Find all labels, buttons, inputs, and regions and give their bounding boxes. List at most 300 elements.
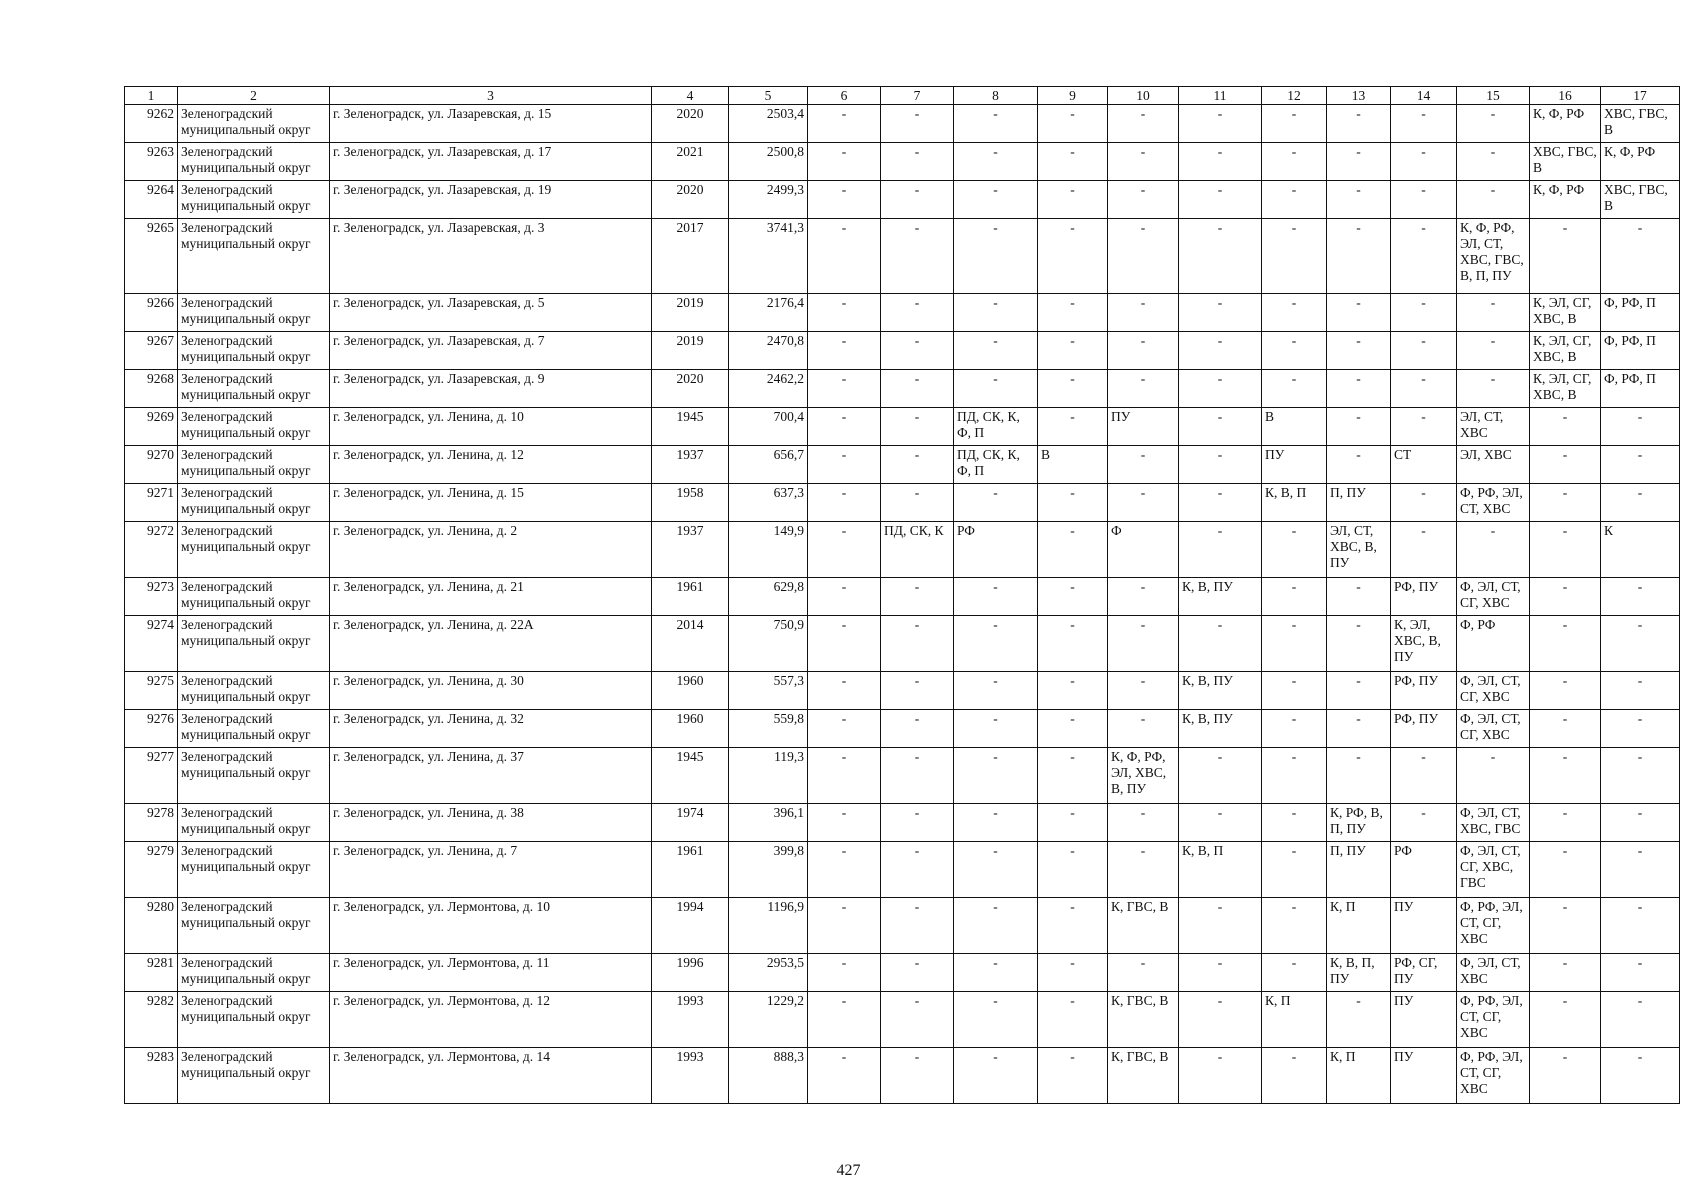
- cell-district: Зеленоградский муниципальный округ: [178, 181, 330, 219]
- cell-col-9: В: [1038, 446, 1108, 484]
- table-row: [125, 616, 1680, 672]
- cell-build-year: 1993: [652, 992, 729, 1048]
- cell-col-6: -: [808, 898, 881, 954]
- cell-col-8: -: [954, 672, 1038, 710]
- cell-col-12: К, В, П: [1262, 484, 1327, 522]
- cell-col-11: -: [1179, 143, 1262, 181]
- table-row: [125, 370, 1680, 408]
- cell-col-14: -: [1391, 748, 1457, 804]
- cell-col-8: -: [954, 898, 1038, 954]
- cell-col-17: -: [1601, 1048, 1680, 1104]
- cell-col-9: -: [1038, 898, 1108, 954]
- cell-area: 559,8: [729, 710, 808, 748]
- column-header-16: 16: [1530, 87, 1601, 105]
- cell-col-17: -: [1601, 842, 1680, 898]
- cell-col-14: РФ, СГ, ПУ: [1391, 954, 1457, 992]
- cell-col-10: -: [1108, 446, 1179, 484]
- column-header-6: 6: [808, 87, 881, 105]
- table-row: [125, 294, 1680, 332]
- cell-col-14: РФ, ПУ: [1391, 672, 1457, 710]
- cell-col-16: -: [1530, 992, 1601, 1048]
- column-header-7: 7: [881, 87, 954, 105]
- cell-address: г. Зеленоградск, ул. Лазаревская, д. 7: [330, 332, 652, 370]
- cell-col-7: -: [881, 842, 954, 898]
- cell-build-year: 2017: [652, 219, 729, 294]
- cell-col-6: -: [808, 294, 881, 332]
- cell-row-number: 9271: [125, 484, 178, 522]
- column-header-1: 1: [125, 87, 178, 105]
- cell-address: г. Зеленоградск, ул. Лермонтова, д. 10: [330, 898, 652, 954]
- cell-row-number: 9282: [125, 992, 178, 1048]
- cell-area: 119,3: [729, 748, 808, 804]
- column-header-13: 13: [1327, 87, 1391, 105]
- cell-col-15: -: [1457, 105, 1530, 143]
- cell-district: Зеленоградский муниципальный округ: [178, 484, 330, 522]
- cell-address: г. Зеленоградск, ул. Ленина, д. 32: [330, 710, 652, 748]
- cell-col-14: -: [1391, 332, 1457, 370]
- cell-col-14: РФ: [1391, 842, 1457, 898]
- cell-build-year: 2014: [652, 616, 729, 672]
- cell-col-12: -: [1262, 370, 1327, 408]
- cell-col-15: Ф, РФ, ЭЛ, СТ, СГ, ХВС: [1457, 992, 1530, 1048]
- cell-col-7: -: [881, 181, 954, 219]
- cell-col-11: -: [1179, 332, 1262, 370]
- cell-col-17: Ф, РФ, П: [1601, 294, 1680, 332]
- housing-registry-table: [124, 86, 1680, 1104]
- cell-col-17: -: [1601, 992, 1680, 1048]
- cell-col-15: ЭЛ, ХВС: [1457, 446, 1530, 484]
- cell-build-year: 1960: [652, 672, 729, 710]
- cell-col-10: -: [1108, 294, 1179, 332]
- cell-col-15: -: [1457, 181, 1530, 219]
- cell-col-12: -: [1262, 219, 1327, 294]
- cell-col-15: Ф, РФ: [1457, 616, 1530, 672]
- cell-col-14: К, ЭЛ, ХВС, В, ПУ: [1391, 616, 1457, 672]
- cell-row-number: 9277: [125, 748, 178, 804]
- cell-col-16: -: [1530, 446, 1601, 484]
- table-row: [125, 804, 1680, 842]
- cell-build-year: 1994: [652, 898, 729, 954]
- column-header-3: 3: [330, 87, 652, 105]
- table-body: [125, 105, 1680, 1104]
- cell-address: г. Зеленоградск, ул. Ленина, д. 7: [330, 842, 652, 898]
- cell-col-15: -: [1457, 332, 1530, 370]
- cell-col-9: -: [1038, 804, 1108, 842]
- cell-district: Зеленоградский муниципальный округ: [178, 710, 330, 748]
- cell-col-16: -: [1530, 804, 1601, 842]
- cell-col-7: -: [881, 332, 954, 370]
- cell-area: 637,3: [729, 484, 808, 522]
- cell-col-7: -: [881, 992, 954, 1048]
- cell-area: 2503,4: [729, 105, 808, 143]
- cell-build-year: 2019: [652, 294, 729, 332]
- cell-district: Зеленоградский муниципальный округ: [178, 804, 330, 842]
- cell-col-9: -: [1038, 1048, 1108, 1104]
- cell-col-11: -: [1179, 105, 1262, 143]
- table-row: [125, 408, 1680, 446]
- cell-address: г. Зеленоградск, ул. Ленина, д. 10: [330, 408, 652, 446]
- cell-col-9: -: [1038, 181, 1108, 219]
- cell-col-15: -: [1457, 143, 1530, 181]
- cell-build-year: 1958: [652, 484, 729, 522]
- cell-col-6: -: [808, 484, 881, 522]
- table-row: [125, 446, 1680, 484]
- cell-col-6: -: [808, 954, 881, 992]
- cell-row-number: 9279: [125, 842, 178, 898]
- cell-col-17: -: [1601, 804, 1680, 842]
- cell-col-10: К, ГВС, В: [1108, 1048, 1179, 1104]
- cell-col-11: -: [1179, 1048, 1262, 1104]
- cell-district: Зеленоградский муниципальный округ: [178, 898, 330, 954]
- cell-col-13: К, П: [1327, 898, 1391, 954]
- cell-col-9: -: [1038, 522, 1108, 578]
- cell-build-year: 1937: [652, 446, 729, 484]
- cell-col-10: -: [1108, 143, 1179, 181]
- table-row: [125, 842, 1680, 898]
- cell-row-number: 9266: [125, 294, 178, 332]
- cell-col-6: -: [808, 1048, 881, 1104]
- cell-col-12: -: [1262, 522, 1327, 578]
- cell-area: 888,3: [729, 1048, 808, 1104]
- cell-col-15: Ф, ЭЛ, СТ, ХВС, ГВС: [1457, 804, 1530, 842]
- cell-col-16: -: [1530, 484, 1601, 522]
- column-header-8: 8: [954, 87, 1038, 105]
- cell-col-16: К, Ф, РФ: [1530, 181, 1601, 219]
- cell-build-year: 1945: [652, 408, 729, 446]
- cell-col-11: К, В, П: [1179, 842, 1262, 898]
- cell-col-16: К, ЭЛ, СГ, ХВС, В: [1530, 332, 1601, 370]
- cell-col-10: -: [1108, 219, 1179, 294]
- cell-col-15: -: [1457, 294, 1530, 332]
- cell-area: 399,8: [729, 842, 808, 898]
- column-header-4: 4: [652, 87, 729, 105]
- cell-col-15: Ф, ЭЛ, СТ, СГ, ХВС: [1457, 672, 1530, 710]
- cell-col-13: К, РФ, В, П, ПУ: [1327, 804, 1391, 842]
- cell-col-10: -: [1108, 842, 1179, 898]
- cell-col-15: -: [1457, 522, 1530, 578]
- cell-col-6: -: [808, 842, 881, 898]
- cell-row-number: 9263: [125, 143, 178, 181]
- cell-col-16: -: [1530, 672, 1601, 710]
- cell-col-7: -: [881, 408, 954, 446]
- cell-area: 2470,8: [729, 332, 808, 370]
- cell-col-6: -: [808, 332, 881, 370]
- cell-area: 396,1: [729, 804, 808, 842]
- cell-build-year: 2019: [652, 332, 729, 370]
- cell-col-16: -: [1530, 616, 1601, 672]
- cell-col-11: -: [1179, 954, 1262, 992]
- cell-col-13: -: [1327, 616, 1391, 672]
- cell-address: г. Зеленоградск, ул. Ленина, д. 22А: [330, 616, 652, 672]
- cell-district: Зеленоградский муниципальный округ: [178, 143, 330, 181]
- cell-col-13: К, В, П, ПУ: [1327, 954, 1391, 992]
- cell-col-12: -: [1262, 672, 1327, 710]
- cell-area: 2499,3: [729, 181, 808, 219]
- table-row: [125, 710, 1680, 748]
- cell-col-6: -: [808, 710, 881, 748]
- cell-col-17: -: [1601, 898, 1680, 954]
- page-number: 427: [836, 1162, 861, 1179]
- cell-col-17: -: [1601, 616, 1680, 672]
- cell-col-8: -: [954, 954, 1038, 992]
- cell-col-12: -: [1262, 954, 1327, 992]
- cell-col-15: Ф, ЭЛ, СТ, ХВС: [1457, 954, 1530, 992]
- cell-row-number: 9268: [125, 370, 178, 408]
- cell-area: 700,4: [729, 408, 808, 446]
- cell-col-9: -: [1038, 408, 1108, 446]
- table-row: [125, 1048, 1680, 1104]
- cell-area: 557,3: [729, 672, 808, 710]
- cell-col-14: -: [1391, 105, 1457, 143]
- cell-district: Зеленоградский муниципальный округ: [178, 294, 330, 332]
- cell-col-14: ПУ: [1391, 992, 1457, 1048]
- cell-col-13: -: [1327, 446, 1391, 484]
- cell-col-8: -: [954, 1048, 1038, 1104]
- cell-address: г. Зеленоградск, ул. Лазаревская, д. 17: [330, 143, 652, 181]
- cell-col-7: -: [881, 616, 954, 672]
- cell-district: Зеленоградский муниципальный округ: [178, 332, 330, 370]
- cell-col-17: -: [1601, 578, 1680, 616]
- cell-col-11: -: [1179, 446, 1262, 484]
- cell-col-17: ХВС, ГВС, В: [1601, 181, 1680, 219]
- cell-col-16: -: [1530, 842, 1601, 898]
- cell-area: 1196,9: [729, 898, 808, 954]
- cell-col-8: -: [954, 219, 1038, 294]
- cell-col-12: -: [1262, 898, 1327, 954]
- cell-col-17: -: [1601, 710, 1680, 748]
- cell-col-13: -: [1327, 143, 1391, 181]
- cell-col-8: -: [954, 105, 1038, 143]
- cell-area: 149,9: [729, 522, 808, 578]
- cell-col-12: -: [1262, 105, 1327, 143]
- cell-address: г. Зеленоградск, ул. Лазаревская, д. 19: [330, 181, 652, 219]
- cell-col-12: -: [1262, 616, 1327, 672]
- cell-col-6: -: [808, 370, 881, 408]
- cell-col-9: -: [1038, 294, 1108, 332]
- table-row: [125, 748, 1680, 804]
- cell-address: г. Зеленоградск, ул. Лазаревская, д. 3: [330, 219, 652, 294]
- cell-col-17: Ф, РФ, П: [1601, 332, 1680, 370]
- column-header-15: 15: [1457, 87, 1530, 105]
- cell-col-6: -: [808, 181, 881, 219]
- cell-col-13: -: [1327, 408, 1391, 446]
- cell-col-6: -: [808, 105, 881, 143]
- cell-row-number: 9267: [125, 332, 178, 370]
- cell-col-16: -: [1530, 408, 1601, 446]
- cell-col-6: -: [808, 616, 881, 672]
- cell-col-11: -: [1179, 408, 1262, 446]
- cell-col-17: -: [1601, 408, 1680, 446]
- cell-row-number: 9272: [125, 522, 178, 578]
- cell-col-16: -: [1530, 522, 1601, 578]
- cell-col-14: ПУ: [1391, 898, 1457, 954]
- cell-col-7: -: [881, 294, 954, 332]
- column-header-17: 17: [1601, 87, 1680, 105]
- cell-district: Зеленоградский муниципальный округ: [178, 842, 330, 898]
- cell-col-12: -: [1262, 804, 1327, 842]
- cell-col-7: -: [881, 898, 954, 954]
- cell-row-number: 9280: [125, 898, 178, 954]
- cell-col-16: -: [1530, 219, 1601, 294]
- cell-col-7: -: [881, 446, 954, 484]
- table-row: [125, 992, 1680, 1048]
- cell-col-13: -: [1327, 105, 1391, 143]
- cell-col-9: -: [1038, 748, 1108, 804]
- column-header-12: 12: [1262, 87, 1327, 105]
- cell-district: Зеленоградский муниципальный округ: [178, 954, 330, 992]
- cell-col-7: -: [881, 484, 954, 522]
- cell-col-13: П, ПУ: [1327, 484, 1391, 522]
- cell-col-13: -: [1327, 294, 1391, 332]
- table-row: [125, 672, 1680, 710]
- cell-col-8: -: [954, 370, 1038, 408]
- table-row: [125, 181, 1680, 219]
- cell-col-11: К, В, ПУ: [1179, 672, 1262, 710]
- cell-build-year: 2021: [652, 143, 729, 181]
- cell-col-10: ПУ: [1108, 408, 1179, 446]
- cell-address: г. Зеленоградск, ул. Лазаревская, д. 15: [330, 105, 652, 143]
- cell-col-10: -: [1108, 370, 1179, 408]
- cell-col-9: -: [1038, 332, 1108, 370]
- cell-col-11: -: [1179, 616, 1262, 672]
- cell-col-12: -: [1262, 332, 1327, 370]
- cell-col-17: К: [1601, 522, 1680, 578]
- cell-district: Зеленоградский муниципальный округ: [178, 522, 330, 578]
- cell-col-6: -: [808, 578, 881, 616]
- cell-col-14: -: [1391, 219, 1457, 294]
- cell-col-12: -: [1262, 710, 1327, 748]
- cell-col-12: -: [1262, 748, 1327, 804]
- cell-col-14: -: [1391, 408, 1457, 446]
- cell-col-6: -: [808, 804, 881, 842]
- cell-col-9: -: [1038, 143, 1108, 181]
- cell-col-15: Ф, ЭЛ, СТ, СГ, ХВС: [1457, 710, 1530, 748]
- cell-district: Зеленоградский муниципальный округ: [178, 1048, 330, 1104]
- cell-address: г. Зеленоградск, ул. Лермонтова, д. 11: [330, 954, 652, 992]
- cell-area: 2462,2: [729, 370, 808, 408]
- cell-col-17: К, Ф, РФ: [1601, 143, 1680, 181]
- cell-address: г. Зеленоградск, ул. Ленина, д. 12: [330, 446, 652, 484]
- column-header-5: 5: [729, 87, 808, 105]
- cell-col-7: -: [881, 219, 954, 294]
- cell-col-6: -: [808, 446, 881, 484]
- table-row: [125, 143, 1680, 181]
- cell-address: г. Зеленоградск, ул. Ленина, д. 38: [330, 804, 652, 842]
- cell-build-year: 1996: [652, 954, 729, 992]
- cell-col-16: ХВС, ГВС, В: [1530, 143, 1601, 181]
- cell-build-year: 1960: [652, 710, 729, 748]
- cell-col-11: -: [1179, 181, 1262, 219]
- table-row: [125, 954, 1680, 992]
- cell-area: 2176,4: [729, 294, 808, 332]
- cell-col-9: -: [1038, 672, 1108, 710]
- cell-col-9: -: [1038, 954, 1108, 992]
- cell-col-8: -: [954, 294, 1038, 332]
- cell-col-13: -: [1327, 332, 1391, 370]
- cell-col-13: К, П: [1327, 1048, 1391, 1104]
- table-row: [125, 484, 1680, 522]
- cell-col-10: -: [1108, 484, 1179, 522]
- column-header-9: 9: [1038, 87, 1108, 105]
- cell-col-16: -: [1530, 578, 1601, 616]
- cell-col-15: Ф, ЭЛ, СТ, СГ, ХВС, ГВС: [1457, 842, 1530, 898]
- cell-col-6: -: [808, 219, 881, 294]
- cell-col-16: -: [1530, 748, 1601, 804]
- cell-col-11: -: [1179, 219, 1262, 294]
- cell-col-17: -: [1601, 954, 1680, 992]
- cell-row-number: 9275: [125, 672, 178, 710]
- cell-col-9: -: [1038, 616, 1108, 672]
- cell-col-10: -: [1108, 804, 1179, 842]
- cell-col-14: СТ: [1391, 446, 1457, 484]
- cell-col-6: -: [808, 992, 881, 1048]
- cell-col-7: ПД, СК, К: [881, 522, 954, 578]
- cell-col-14: РФ, ПУ: [1391, 578, 1457, 616]
- cell-col-11: -: [1179, 522, 1262, 578]
- cell-address: г. Зеленоградск, ул. Лазаревская, д. 5: [330, 294, 652, 332]
- cell-col-10: Ф: [1108, 522, 1179, 578]
- cell-row-number: 9278: [125, 804, 178, 842]
- cell-col-6: -: [808, 672, 881, 710]
- cell-col-14: ПУ: [1391, 1048, 1457, 1104]
- cell-col-7: -: [881, 954, 954, 992]
- cell-col-10: -: [1108, 616, 1179, 672]
- cell-area: 629,8: [729, 578, 808, 616]
- cell-district: Зеленоградский муниципальный округ: [178, 446, 330, 484]
- cell-district: Зеленоградский муниципальный округ: [178, 370, 330, 408]
- cell-address: г. Зеленоградск, ул. Лазаревская, д. 9: [330, 370, 652, 408]
- cell-col-12: -: [1262, 842, 1327, 898]
- cell-col-10: -: [1108, 105, 1179, 143]
- cell-district: Зеленоградский муниципальный округ: [178, 578, 330, 616]
- cell-col-13: -: [1327, 710, 1391, 748]
- cell-build-year: 2020: [652, 105, 729, 143]
- cell-col-6: -: [808, 408, 881, 446]
- cell-col-15: Ф, РФ, ЭЛ, СТ, СГ, ХВС: [1457, 1048, 1530, 1104]
- cell-col-16: К, ЭЛ, СГ, ХВС, В: [1530, 370, 1601, 408]
- cell-district: Зеленоградский муниципальный округ: [178, 672, 330, 710]
- cell-col-7: -: [881, 1048, 954, 1104]
- cell-col-13: ЭЛ, СТ, ХВС, В, ПУ: [1327, 522, 1391, 578]
- cell-build-year: 2020: [652, 370, 729, 408]
- cell-build-year: 2020: [652, 181, 729, 219]
- cell-district: Зеленоградский муниципальный округ: [178, 992, 330, 1048]
- cell-col-7: -: [881, 578, 954, 616]
- column-header-2: 2: [178, 87, 330, 105]
- cell-col-13: -: [1327, 748, 1391, 804]
- cell-district: Зеленоградский муниципальный округ: [178, 408, 330, 446]
- cell-address: г. Зеленоградск, ул. Лермонтова, д. 12: [330, 992, 652, 1048]
- cell-col-14: -: [1391, 294, 1457, 332]
- cell-col-8: -: [954, 842, 1038, 898]
- cell-row-number: 9274: [125, 616, 178, 672]
- cell-col-6: -: [808, 748, 881, 804]
- cell-col-9: -: [1038, 219, 1108, 294]
- cell-col-17: -: [1601, 446, 1680, 484]
- cell-col-15: Ф, РФ, ЭЛ, СТ, ХВС: [1457, 484, 1530, 522]
- cell-col-17: ХВС, ГВС, В: [1601, 105, 1680, 143]
- cell-col-6: -: [808, 522, 881, 578]
- cell-col-13: -: [1327, 370, 1391, 408]
- cell-row-number: 9264: [125, 181, 178, 219]
- cell-col-14: -: [1391, 370, 1457, 408]
- cell-col-17: Ф, РФ, П: [1601, 370, 1680, 408]
- cell-col-16: -: [1530, 710, 1601, 748]
- cell-row-number: 9276: [125, 710, 178, 748]
- cell-col-8: РФ: [954, 522, 1038, 578]
- cell-col-12: В: [1262, 408, 1327, 446]
- cell-col-8: -: [954, 578, 1038, 616]
